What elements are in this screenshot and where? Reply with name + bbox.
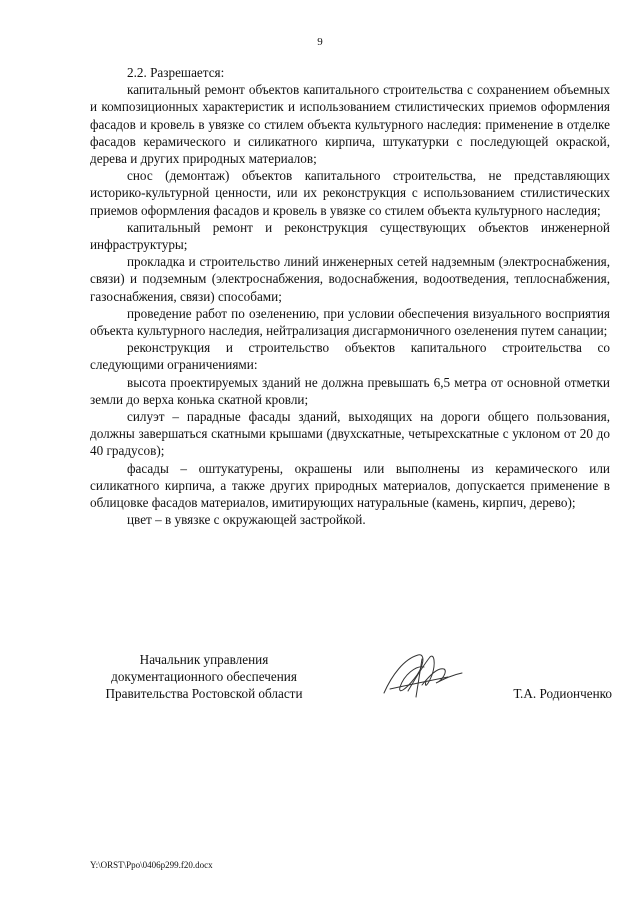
- file-path: Y:\ORST\Ppo\0406p299.f20.docx: [90, 860, 213, 870]
- paragraph: цвет – в увязке с окружающей застройкой.: [127, 512, 366, 528]
- paragraph: проведение работ по озеленению, при условии обеспечения визуального восприятия объекта культурного наследия, нейтрализация дисгармоничного озеленения путем санации;: [90, 305, 610, 339]
- signatory-title-line: Начальник управления: [139, 652, 269, 667]
- signatory-title-line: документационного обеспечения: [111, 669, 297, 685]
- signatory-title: [88, 651, 320, 703]
- paragraph: высота проектируемых зданий не должна превышать 6,5 метра от основной отметки земли до верха конька скатной кровли;: [90, 374, 610, 407]
- paragraph: капитальный ремонт объектов капитального строительства с сохранением объемных и композиционных характеристик и использованием стилистических приемов оформления фасадов и кровель в увязке со стилем объекта культурного наследия: применение в отделке фасадов керамического и силикатного кирпича, штукатурки с последующей окраской, дерева и других природных материалов;: [90, 82, 610, 167]
- signature-block: [88, 651, 612, 707]
- page-number: 9: [317, 36, 323, 48]
- document-body: [90, 64, 610, 528]
- paragraph: реконструкция и строительство объектов капитального строительства со следующими ограничениями:: [90, 340, 610, 373]
- paragraph: прокладка и строительство линий инженерных сетей надземным (электроснабжения, связи) и подземным (электроснабжения, водоснабжения, водоотведения, теплоснабжения, газоснабжения, связи) способами;: [90, 254, 610, 304]
- paragraph: снос (демонтаж) объектов капитального строительства, не представляющих историко-культурной ценности, или их реконструкция с использованием стилистических приемов оформления фасадов и кровель в увязке со стилем объекта культурного наследия;: [90, 168, 610, 218]
- paragraph: 2.2. Разрешается:: [127, 65, 225, 80]
- handwritten-signature-icon: [378, 645, 468, 703]
- paragraph: силуэт – парадные фасады зданий, выходящих на дороги общего пользования, должны завершаться скатными крышами (двухскатные, четырехскатные с уклоном от 20 до 40 градусов);: [90, 409, 610, 459]
- signatory-title-line: Правительства Ростовской области: [105, 686, 303, 702]
- paragraph: капитальный ремонт и реконструкция существующих объектов инженерной инфраструктуры;: [90, 219, 610, 253]
- paragraph: фасады – оштукатурены, окрашены или выполнены из керамического или силикатного кирпича, а также других природных материалов, допускается применение в облицовке фасадов материалов, имитирующих натуральные (камень, кирпич, дерево);: [90, 460, 610, 511]
- signatory-name: Т.А. Родионченко: [513, 686, 612, 701]
